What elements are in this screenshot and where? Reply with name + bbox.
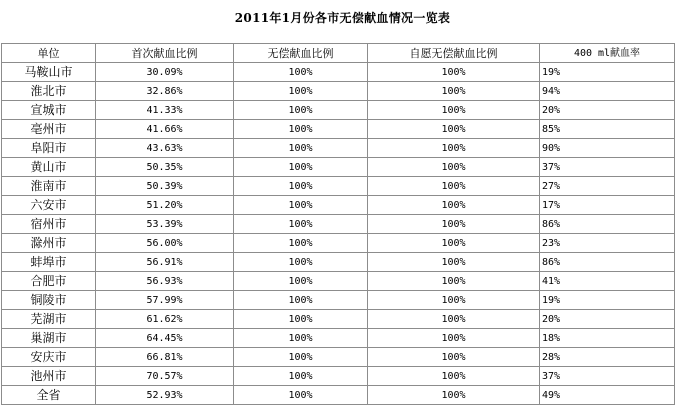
cell-first-donation-ratio: 57.99% bbox=[96, 291, 234, 310]
cell-400ml-donation-rate: 18% bbox=[540, 329, 675, 348]
cell-unpaid-donation-ratio: 100% bbox=[234, 196, 368, 215]
cell-first-donation-ratio: 64.45% bbox=[96, 329, 234, 348]
cell-unpaid-donation-ratio: 100% bbox=[234, 253, 368, 272]
cell-unit: 蚌埠市 bbox=[2, 253, 96, 272]
cell-unit: 芜湖市 bbox=[2, 310, 96, 329]
table-row bbox=[2, 101, 675, 120]
cell-400ml-donation-rate: 94% bbox=[540, 82, 675, 101]
cell-first-donation-ratio: 70.57% bbox=[96, 367, 234, 386]
blood-donation-table bbox=[1, 43, 675, 405]
cell-unit: 全省 bbox=[2, 386, 96, 405]
cell-first-donation-ratio: 43.63% bbox=[96, 139, 234, 158]
cell-voluntary-unpaid-donation-ratio: 100% bbox=[368, 196, 540, 215]
cell-400ml-donation-rate: 17% bbox=[540, 196, 675, 215]
cell-unpaid-donation-ratio: 100% bbox=[234, 101, 368, 120]
cell-unpaid-donation-ratio: 100% bbox=[234, 215, 368, 234]
cell-400ml-donation-rate: 41% bbox=[540, 272, 675, 291]
cell-unpaid-donation-ratio: 100% bbox=[234, 329, 368, 348]
cell-unit: 巢湖市 bbox=[2, 329, 96, 348]
table-row bbox=[2, 82, 675, 101]
table-row bbox=[2, 272, 675, 291]
cell-unpaid-donation-ratio: 100% bbox=[234, 82, 368, 101]
cell-first-donation-ratio: 41.66% bbox=[96, 120, 234, 139]
table-row bbox=[2, 139, 675, 158]
table-row bbox=[2, 348, 675, 367]
cell-unpaid-donation-ratio: 100% bbox=[234, 367, 368, 386]
header-400ml-donation-rate: 400 ml献血率 bbox=[540, 44, 675, 63]
cell-voluntary-unpaid-donation-ratio: 100% bbox=[368, 63, 540, 82]
cell-voluntary-unpaid-donation-ratio: 100% bbox=[368, 291, 540, 310]
cell-400ml-donation-rate: 20% bbox=[540, 310, 675, 329]
cell-unit: 阜阳市 bbox=[2, 139, 96, 158]
cell-voluntary-unpaid-donation-ratio: 100% bbox=[368, 272, 540, 291]
table-row bbox=[2, 329, 675, 348]
cell-voluntary-unpaid-donation-ratio: 100% bbox=[368, 215, 540, 234]
table-row bbox=[2, 63, 675, 82]
cell-first-donation-ratio: 53.39% bbox=[96, 215, 234, 234]
cell-unit: 安庆市 bbox=[2, 348, 96, 367]
cell-unit: 亳州市 bbox=[2, 120, 96, 139]
header-unpaid-donation-ratio: 无偿献血比例 bbox=[234, 44, 368, 63]
cell-voluntary-unpaid-donation-ratio: 100% bbox=[368, 348, 540, 367]
cell-voluntary-unpaid-donation-ratio: 100% bbox=[368, 386, 540, 405]
table-row bbox=[2, 177, 675, 196]
cell-unpaid-donation-ratio: 100% bbox=[234, 348, 368, 367]
cell-voluntary-unpaid-donation-ratio: 100% bbox=[368, 101, 540, 120]
table-row bbox=[2, 253, 675, 272]
cell-voluntary-unpaid-donation-ratio: 100% bbox=[368, 120, 540, 139]
cell-first-donation-ratio: 32.86% bbox=[96, 82, 234, 101]
cell-first-donation-ratio: 61.62% bbox=[96, 310, 234, 329]
cell-unit: 铜陵市 bbox=[2, 291, 96, 310]
cell-first-donation-ratio: 56.91% bbox=[96, 253, 234, 272]
table-row bbox=[2, 196, 675, 215]
cell-voluntary-unpaid-donation-ratio: 100% bbox=[368, 253, 540, 272]
table-row bbox=[2, 120, 675, 139]
cell-unit: 宿州市 bbox=[2, 215, 96, 234]
cell-400ml-donation-rate: 20% bbox=[540, 101, 675, 120]
table-row bbox=[2, 367, 675, 386]
header-first-donation-ratio: 首次献血比例 bbox=[96, 44, 234, 63]
table-row bbox=[2, 291, 675, 310]
cell-first-donation-ratio: 41.33% bbox=[96, 101, 234, 120]
table-header-row bbox=[2, 44, 675, 63]
cell-unit: 淮南市 bbox=[2, 177, 96, 196]
cell-first-donation-ratio: 52.93% bbox=[96, 386, 234, 405]
table-row bbox=[2, 158, 675, 177]
cell-unpaid-donation-ratio: 100% bbox=[234, 234, 368, 253]
cell-voluntary-unpaid-donation-ratio: 100% bbox=[368, 82, 540, 101]
cell-first-donation-ratio: 50.39% bbox=[96, 177, 234, 196]
header-voluntary-unpaid-donation-ratio: 自愿无偿献血比例 bbox=[368, 44, 540, 63]
table-row bbox=[2, 234, 675, 253]
cell-unit: 宣城市 bbox=[2, 101, 96, 120]
cell-400ml-donation-rate: 85% bbox=[540, 120, 675, 139]
cell-first-donation-ratio: 56.93% bbox=[96, 272, 234, 291]
cell-voluntary-unpaid-donation-ratio: 100% bbox=[368, 139, 540, 158]
cell-400ml-donation-rate: 23% bbox=[540, 234, 675, 253]
cell-unpaid-donation-ratio: 100% bbox=[234, 139, 368, 158]
cell-voluntary-unpaid-donation-ratio: 100% bbox=[368, 310, 540, 329]
cell-unit: 六安市 bbox=[2, 196, 96, 215]
cell-first-donation-ratio: 56.00% bbox=[96, 234, 234, 253]
cell-unpaid-donation-ratio: 100% bbox=[234, 120, 368, 139]
header-unit: 单位 bbox=[2, 44, 96, 63]
cell-first-donation-ratio: 30.09% bbox=[96, 63, 234, 82]
table-body bbox=[2, 63, 675, 405]
cell-unpaid-donation-ratio: 100% bbox=[234, 272, 368, 291]
cell-unpaid-donation-ratio: 100% bbox=[234, 386, 368, 405]
cell-unpaid-donation-ratio: 100% bbox=[234, 291, 368, 310]
cell-unpaid-donation-ratio: 100% bbox=[234, 177, 368, 196]
cell-first-donation-ratio: 66.81% bbox=[96, 348, 234, 367]
cell-400ml-donation-rate: 19% bbox=[540, 291, 675, 310]
cell-unit: 淮北市 bbox=[2, 82, 96, 101]
cell-unit: 池州市 bbox=[2, 367, 96, 386]
cell-voluntary-unpaid-donation-ratio: 100% bbox=[368, 234, 540, 253]
cell-400ml-donation-rate: 37% bbox=[540, 158, 675, 177]
cell-unit: 滁州市 bbox=[2, 234, 96, 253]
cell-unpaid-donation-ratio: 100% bbox=[234, 63, 368, 82]
cell-unpaid-donation-ratio: 100% bbox=[234, 158, 368, 177]
cell-unpaid-donation-ratio: 100% bbox=[234, 310, 368, 329]
table-row bbox=[2, 386, 675, 405]
table-row bbox=[2, 310, 675, 329]
cell-voluntary-unpaid-donation-ratio: 100% bbox=[368, 367, 540, 386]
cell-voluntary-unpaid-donation-ratio: 100% bbox=[368, 329, 540, 348]
cell-unit: 马鞍山市 bbox=[2, 63, 96, 82]
cell-voluntary-unpaid-donation-ratio: 100% bbox=[368, 158, 540, 177]
cell-unit: 合肥市 bbox=[2, 272, 96, 291]
cell-400ml-donation-rate: 86% bbox=[540, 215, 675, 234]
cell-400ml-donation-rate: 49% bbox=[540, 386, 675, 405]
page-title: 2011年1月份各市无偿献血情况一览表 bbox=[234, 11, 451, 25]
cell-voluntary-unpaid-donation-ratio: 100% bbox=[368, 177, 540, 196]
table-row bbox=[2, 215, 675, 234]
cell-first-donation-ratio: 50.35% bbox=[96, 158, 234, 177]
cell-400ml-donation-rate: 28% bbox=[540, 348, 675, 367]
cell-400ml-donation-rate: 37% bbox=[540, 367, 675, 386]
cell-first-donation-ratio: 51.20% bbox=[96, 196, 234, 215]
cell-unit: 黄山市 bbox=[2, 158, 96, 177]
cell-400ml-donation-rate: 27% bbox=[540, 177, 675, 196]
cell-400ml-donation-rate: 90% bbox=[540, 139, 675, 158]
cell-400ml-donation-rate: 19% bbox=[540, 63, 675, 82]
cell-400ml-donation-rate: 86% bbox=[540, 253, 675, 272]
